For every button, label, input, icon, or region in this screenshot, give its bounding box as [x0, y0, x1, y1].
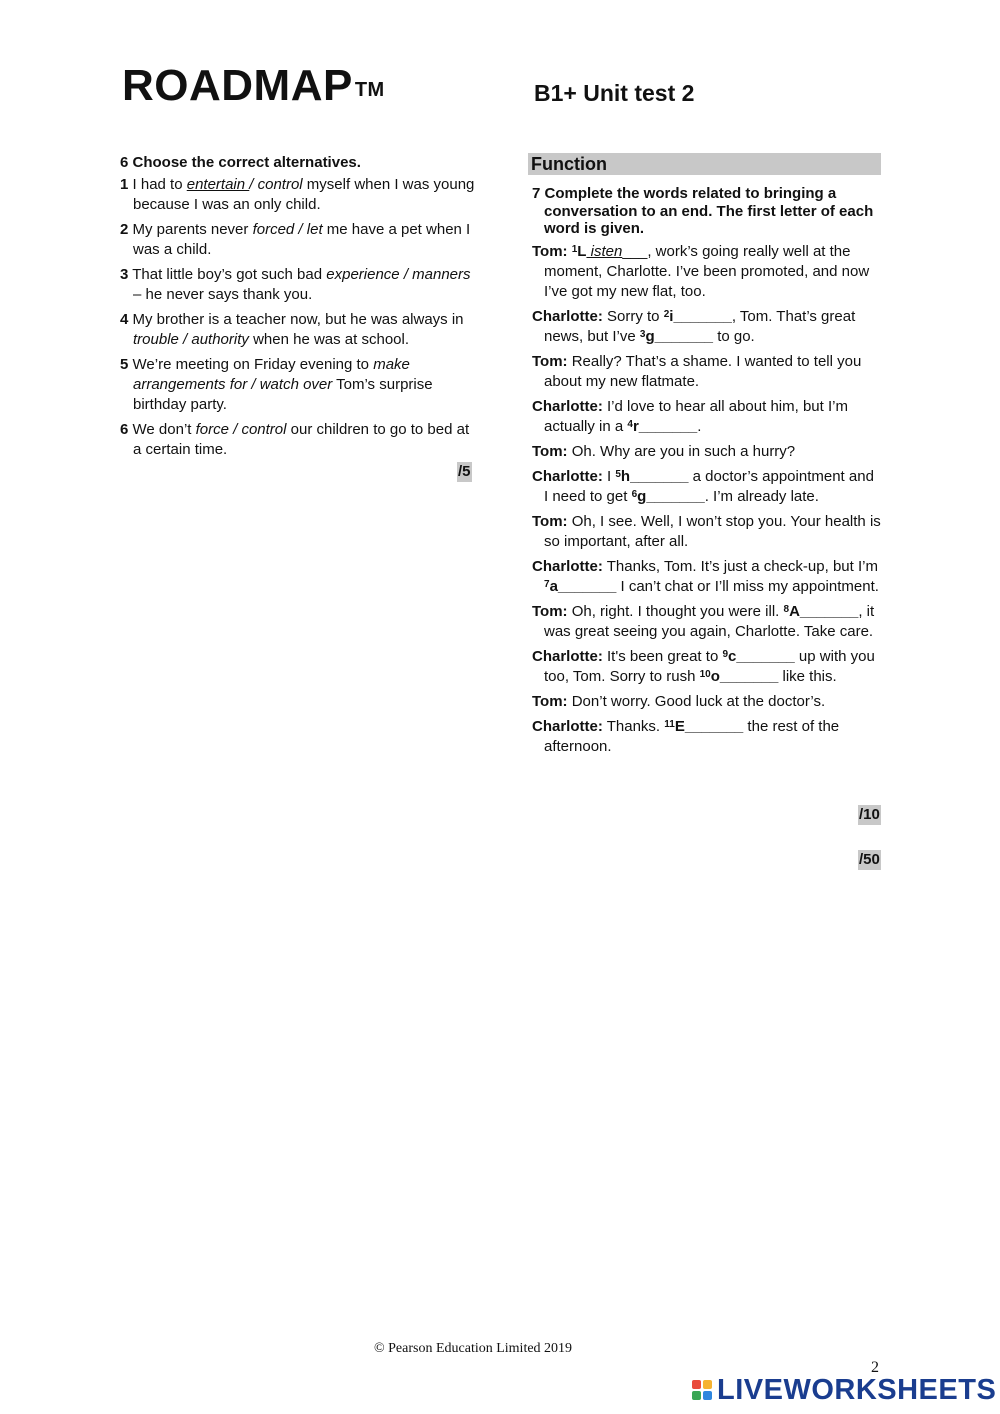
unit-title: B1+ Unit test 2 [534, 80, 695, 106]
q6-heading: 6 Choose the correct alternatives. [120, 154, 361, 171]
answer-field[interactable]: _______ [638, 417, 698, 435]
answer-field[interactable]: _______ [646, 487, 705, 505]
answer-field[interactable]: _______ [684, 717, 744, 735]
copyright: © Pearson Education Limited 2019 [374, 1341, 573, 1356]
q6-score: /5 [458, 463, 471, 480]
q6-item-3: 3 That little boy’s got such bad experience / manners – he never says thank you. [120, 266, 471, 303]
answer-field[interactable]: _______ [557, 577, 617, 595]
brand-title: ROADMAP ™ [122, 61, 385, 110]
logo-square [692, 1380, 701, 1389]
dialogue-line: Tom: Oh, I see. Well, I won’t stop you. Your health is so important, after all. [532, 512, 881, 550]
dialogue-line: Tom: Don’t worry. Good luck at the doctor’s. [532, 692, 826, 710]
dialogue-line: Charlotte: I $^5$h_______ a doctor’s appointment and I need to get $^6$g_______. I’m already late. [532, 467, 874, 505]
dialogue-line: Tom: $^1$L isten___, work’s going really well at the moment, Charlotte. I’ve been promoted, and now I’ve got my new flat, too. [532, 242, 870, 300]
q6-item-2: 2 My parents never forced / let me have a pet when I was a child. [120, 221, 471, 258]
answer-field[interactable]: _______ [799, 602, 859, 620]
trademark: TM [354, 79, 385, 101]
answer-choice[interactable]: trouble / authority [133, 331, 249, 348]
dialogue-line: Charlotte: Sorry to $^2$i_______, Tom. That’s great news, but I’ve $^3$g_______ to go. [532, 307, 856, 345]
answer-choice[interactable]: make arrangements for / watch over [133, 356, 410, 393]
q6-item-5: 5 We’re meeting on Friday evening to make arrangements for / watch over Tom’s surprise birthday party. [120, 356, 433, 413]
total-score: /50 [859, 851, 880, 868]
logo-square [692, 1391, 701, 1400]
dialogue-line: Charlotte: Thanks. $^{11}$E_______ the rest of the afternoon. [532, 717, 840, 755]
liveworksheets-logo[interactable] [692, 1374, 996, 1406]
answer-field[interactable]: _______ [736, 647, 795, 665]
page-number: 2 [871, 1359, 879, 1376]
function-section [528, 153, 881, 762]
q6-item-6: 6 We don’t force / control our children to go to bed at a certain time. [120, 421, 470, 458]
dialogue-line: Charlotte: It's been great to $^9$c_______ up with you too, Tom. Sorry to rush $^{10}$o_______ like this. [532, 647, 875, 685]
dialogue-line: Charlotte: I’d love to hear all about him, but I’m actually in a $^4$r_______. [532, 397, 848, 435]
q6-item-4: 4 My brother is a teacher now, but he was always in trouble / authority when he was at school. [120, 311, 464, 348]
logo-square [703, 1391, 712, 1400]
answer-choice[interactable]: / control [249, 176, 303, 193]
q7-heading: 7 Complete the words related to bringing a conversation to an end. The first letter of each word is given. [532, 185, 874, 237]
answer-field[interactable]: isten [586, 242, 623, 260]
answer-choice[interactable]: entertain [186, 176, 250, 193]
dialogue-line: Tom: Oh, right. I thought you were ill. $^8$A_______, it was great seeing you again, Charlotte. Take care. [532, 602, 875, 640]
section-title: Function [528, 153, 881, 175]
dialogue-line: Tom: Really? That’s a shame. I wanted to tell you about my new flatmate. [532, 352, 862, 390]
logo-square [703, 1380, 712, 1389]
q6-item-1: 1 I had to entertain / control myself when I was young because I was an only child. [120, 176, 475, 213]
answer-field[interactable]: _______ [630, 467, 689, 485]
answer-field[interactable]: _______ [673, 307, 732, 325]
q7-score: /10 [859, 806, 880, 823]
liveworksheets-icon [692, 1380, 712, 1400]
dialogue-line: Charlotte: Thanks, Tom. It’s just a check-up, but I’m $^7$a_______ I can’t chat or I’ll miss my appointment. [532, 557, 879, 595]
answer-choice[interactable]: forced / let [252, 221, 323, 238]
dialogue-line: Tom: Oh. Why are you in such a hurry? [532, 442, 796, 460]
answer-choice[interactable]: experience / manners [326, 266, 471, 283]
answer-field[interactable]: _______ [654, 327, 714, 345]
answer-choice[interactable]: force / control [195, 421, 287, 438]
question-6 [120, 153, 475, 465]
answer-field[interactable]: _______ [719, 667, 779, 685]
logo-text: LIVEWORKSHEETS [717, 1374, 997, 1406]
